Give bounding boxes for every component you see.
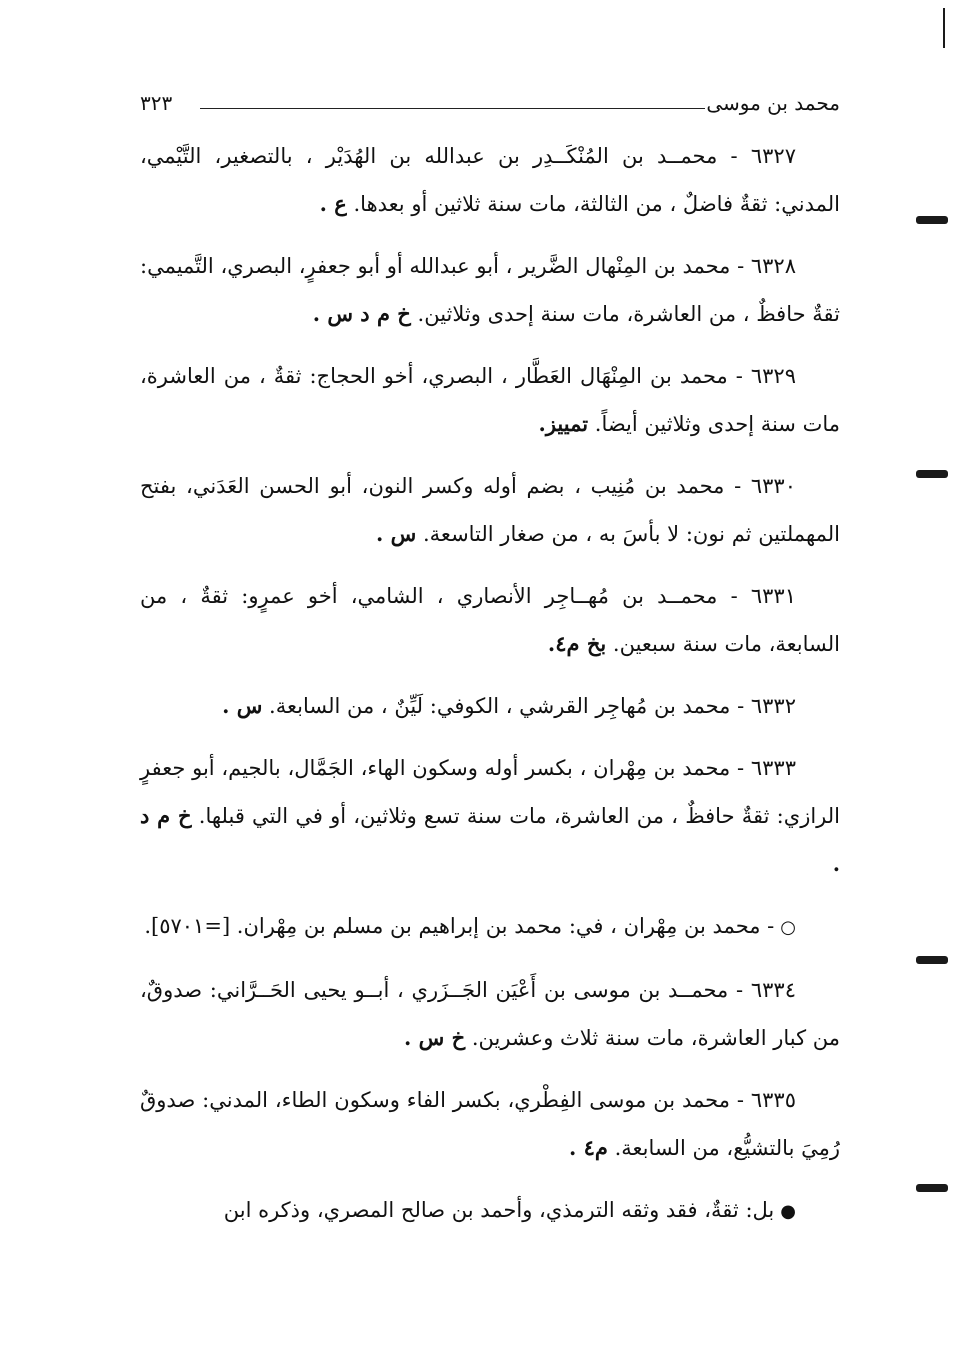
entry-text: ٦٣٣٣ - محمد بن مِهْران ، بكسر أوله وسكون الهاء، الجَمَّال، بالجيم، أبو جعفرٍ الرازي: ثقةٌ حافظٌ ، من العاشرة، مات سنة تسع وثلاثين، أو في التي قبلها. (140, 756, 840, 828)
circle-marker-icon: ○ (780, 917, 796, 938)
entry-symbols: خ م د س . (312, 301, 411, 326)
entry-text: ٦٣٣١ - محمــد بن مُهــاجِر الأنصاري ، الشامي، أخو عمرٍو: ثقةٌ ، من السابعة، مات سنة سبعين. (140, 584, 840, 656)
page-number: ٣٢٣ (140, 91, 173, 115)
entry-6333 (140, 744, 840, 888)
entry-6332 (140, 682, 840, 730)
entry-text: ٦٣٢٩ - محمد بن المِنْهَال العَطَّار ، البصري، أخو الحجاج: ثقةٌ ، من العاشرة، مات سنة إحدى وثلاثين أيضاً. (140, 364, 840, 436)
bullet-marker-icon: ● (780, 1201, 796, 1222)
entry-text: ٦٣٣٤ - محمــد بن موسى بن أَعْيَن الجَــزَري ، أبــو يحيى الحَــرَّاني: صدوقٌ، من كبار العاشرة، مات سنة ثلاث وعشرين. (140, 978, 840, 1050)
entry-symbols: خ س . (404, 1025, 466, 1050)
margin-mark (916, 216, 948, 224)
entry-6327 (140, 132, 840, 228)
entry-6330 (140, 462, 840, 558)
margin-mark (916, 956, 948, 964)
margin-mark (916, 470, 948, 478)
entry-text: ٦٣٢٧ - محمــد بن المُنْكَــدِر بن عبدالله بن الهُدَيْر ، بالتصغير، التَّيْمي، المدني: ثقةٌ فاضلٌ ، من الثالثة، مات سنة ثلاثين أو بعدها. (140, 144, 840, 216)
entry-text: ٦٣٣٢ - محمد بن مُهاجِر القرشي ، الكوفي: لَيِّنٌ ، من السابعة. (269, 694, 796, 718)
entry-6329 (140, 352, 840, 448)
entry-symbols: س . (222, 693, 263, 718)
header-rule (200, 108, 705, 109)
entry-symbols: ع . (319, 191, 347, 216)
entry-text: ٦٣٣٠ - محمد بن مُنِيب ، بضم أوله وكسر النون، أبو الحسن العَدَني، بفتح المهملتين ثم نون: لا بأسَ به ، من صغار التاسعة. (140, 474, 840, 546)
entry-text: بل: ثقةٌ، فقد وثقه الترمذي، وأحمد بن صالح المصري، وذكره ابن (223, 1198, 775, 1222)
header-title: محمد بن موسى (706, 91, 840, 115)
entry-text: - محمد بن مِهْران ، في: محمد بن إبراهيم بن مسلم بن مِهْران. [=٥٧٠١]. (144, 914, 775, 938)
entry-symbols: س . (376, 521, 417, 546)
entry-6335 (140, 1076, 840, 1172)
entry-6328 (140, 242, 840, 338)
entry-text: ٦٣٣٥ - محمد بن موسى الفِطْري، بكسر الفاء وسكون الطاء، المدني: صدوقٌ رُمِيَ بالتشيُّع، من السابعة. (140, 1088, 840, 1160)
binding-mark (943, 8, 945, 48)
entry-symbols: خ م د . (140, 803, 840, 876)
entry-6334 (140, 966, 840, 1062)
entry-symbols: بخ م٤. (547, 631, 607, 656)
entries-list (140, 132, 840, 1250)
entry-symbols: تمييز. (538, 411, 589, 436)
entry-6331 (140, 572, 840, 668)
margin-mark (916, 1184, 948, 1192)
entry-symbols: م٤ . (568, 1135, 608, 1160)
entry-text: ٦٣٢٨ - محمد بن المِنْهال الضَّرير ، أبو عبدالله أو أبو جعفرٍ، البصري، التَّميمي: ثقةٌ حافظٌ ، من العاشرة، مات سنة إحدى وثلاثين. (140, 254, 840, 326)
annotation-entry (140, 1186, 840, 1236)
running-header (140, 90, 840, 122)
cross-reference-entry (140, 902, 840, 952)
